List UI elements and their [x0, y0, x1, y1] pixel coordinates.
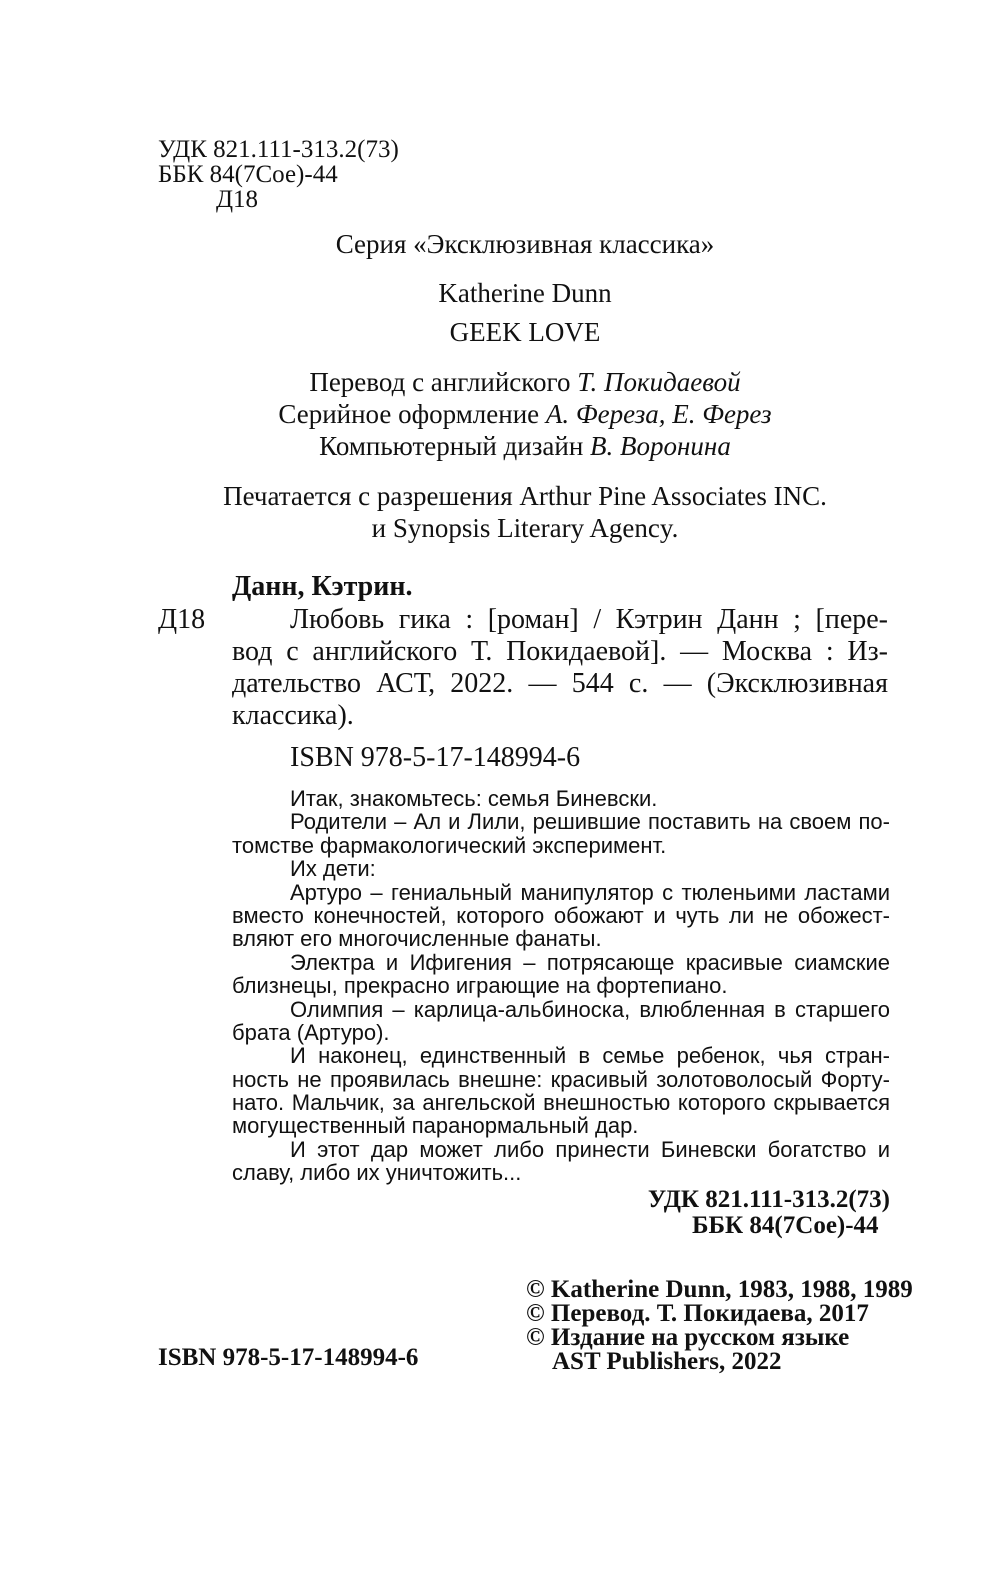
credit-label: Серийное оформление: [278, 399, 546, 429]
permission-line-1: Печатается с разрешения Arthur Pine Associates INC.: [223, 481, 827, 511]
annotation-line: И этот дар может либо принести Биневски богатство и: [290, 1136, 890, 1162]
annotation-line: Итак, знакомьтесь: семья Биневски.: [290, 786, 658, 811]
bottom-udk-code: УДК 821.111-313.2(73): [647, 1186, 890, 1213]
copyright-edition: © Издание на русском языке: [526, 1324, 850, 1351]
bbk-code: ББК 84(7Сое)-44: [158, 161, 338, 188]
annotation-line: Родители – Ал и Лили, решившие поставить на своем по-: [290, 809, 890, 835]
annotation-line: томстве фармакологический эксперимент.: [232, 832, 667, 858]
annotation-line: вляют его многочисленные фанаты.: [232, 926, 602, 952]
annotation-line: Их дети:: [290, 856, 376, 882]
annotation-line: ность не проявилась внешне: красивый золотоволосый Форту-: [232, 1066, 890, 1092]
catalog-line: классика).: [232, 700, 354, 731]
credit-computer-design: [0, 430, 1000, 463]
catalog-line: дательство АСТ, 2022. — 544 с. — (Эксклюзивная: [232, 668, 888, 699]
annotation-line: Олимпия – карлица-альбиноска, влюбленная в старшего: [290, 996, 890, 1022]
annotation-line: могущественный паранормальный дар.: [232, 1113, 639, 1139]
copyright-publisher: AST Publishers, 2022: [552, 1348, 782, 1375]
credit-name: А. Фереза, Е. Ферез: [545, 399, 772, 429]
annotation-line: Артуро – гениальный манипулятор с тюленьими ластами: [290, 879, 890, 905]
author-mark: Д18: [216, 186, 259, 213]
catalog-line: вод с английского Т. Покидаевой]. — Москва : Из-: [232, 636, 888, 667]
udk-code: УДК 821.111-313.2(73): [158, 136, 399, 163]
series-name: Серия «Эксклюзивная классика»: [335, 229, 715, 259]
credit-label: Перевод с английского: [309, 367, 578, 397]
annotation-line: Электра и Ифигения – потрясающе красивые сиамские: [290, 949, 890, 975]
credit-label: Компьютерный дизайн: [319, 431, 591, 461]
annotation-line: брата (Артуро).: [232, 1019, 390, 1045]
annotation-line: вместо конечностей, которого обожают и чуть ли не обожест-: [232, 902, 890, 928]
copyright-translation: © Перевод. Т. Покидаева, 2017: [526, 1300, 869, 1327]
copyright-author: © Katherine Dunn, 1983, 1988, 1989: [526, 1276, 913, 1303]
footer-isbn: ISBN 978-5-17-148994-6: [158, 1344, 419, 1371]
permission-line-2: и Synopsis Literary Agency.: [371, 513, 679, 543]
annotation-line: славу, либо их уничтожить...: [232, 1160, 522, 1186]
catalog-isbn: ISBN 978-5-17-148994-6: [290, 742, 581, 773]
credit-name: В. Воронина: [590, 431, 731, 461]
catalog-line: Любовь гика : [роман] / Кэтрин Данн ; [пере-: [290, 604, 888, 635]
annotation: [232, 787, 890, 1185]
original-title: GEEK LOVE: [449, 317, 601, 347]
annotation-line: нато. Мальчик, за ангельской внешностью которого скрывается: [232, 1090, 890, 1116]
catalog-heading: Данн, Кэтрин.: [232, 571, 413, 602]
credit-series-design: [0, 398, 1000, 431]
credit-translation: [0, 366, 1000, 399]
annotation-line: близнецы, прекрасно играющие на фортепиано.: [232, 973, 728, 999]
credit-name: Т. Покидаевой: [577, 367, 741, 397]
annotation-line: И наконец, единственный в семье ребенок, чья стран-: [290, 1043, 890, 1069]
bottom-bbk-code: ББК 84(7Сое)-44: [692, 1212, 879, 1239]
catalog-mark: Д18: [158, 604, 206, 635]
original-author: Katherine Dunn: [438, 278, 612, 308]
